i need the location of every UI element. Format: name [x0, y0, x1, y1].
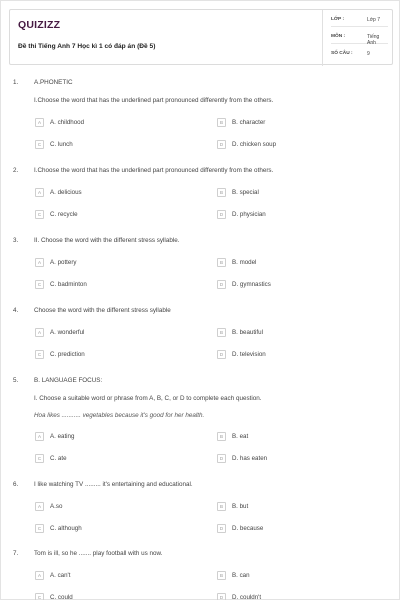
option-letter: D	[217, 140, 226, 149]
option-text: C. recycle	[50, 211, 78, 218]
option-text: B. beautiful	[232, 329, 263, 336]
option-text: B. special	[232, 189, 259, 196]
question-line: I.Choose the word that has the underlined part pronounced differently from the others.	[34, 167, 274, 174]
question-number: 1.	[13, 79, 19, 86]
option-letter: A	[35, 118, 44, 127]
option-letter: C	[35, 350, 44, 359]
option-text: D. gymnastics	[232, 281, 271, 288]
option-text: A. eating	[50, 433, 75, 440]
meta-label: LỚP :	[331, 17, 345, 22]
worksheet-header	[9, 9, 393, 65]
option-letter: B	[217, 571, 226, 580]
option-text: D. physician	[232, 211, 266, 218]
option-text: D. chicken soup	[232, 141, 277, 148]
option-letter: A	[35, 571, 44, 580]
question-line: I like watching TV ......... it's entertaining and educational.	[34, 481, 193, 488]
option-letter: A	[35, 258, 44, 267]
worksheet-title: Đề thi Tiếng Anh 7 Học kì 1 có đáp án (Đề 5)	[18, 43, 156, 50]
option-text: A. pottery	[50, 259, 77, 266]
option-text: A. childhood	[50, 119, 85, 126]
quizizz-logo: QUIZIZZ	[18, 19, 61, 31]
option-letter: D	[217, 350, 226, 359]
option-letter: D	[217, 210, 226, 219]
option-text: A. wonderful	[50, 329, 85, 336]
meta-value: Tiếng Anh	[367, 34, 380, 46]
question-number: 7.	[13, 550, 19, 557]
option-text: C. prediction	[50, 351, 85, 358]
option-letter: C	[35, 140, 44, 149]
question-line: B. LANGUAGE FOCUS:	[34, 377, 103, 384]
option-text: A. can't	[50, 572, 71, 579]
meta-panel	[322, 10, 394, 66]
option-letter: C	[35, 454, 44, 463]
option-letter: C	[35, 593, 44, 600]
option-text: B. but	[232, 503, 249, 510]
option-text: C. could	[50, 594, 73, 600]
question-line: I. Choose a suitable word or phrase from A, B, C, or D to complete each question.	[34, 395, 262, 402]
option-text: D. because	[232, 525, 264, 532]
option-text: D. has eaten	[232, 455, 268, 462]
option-letter: D	[217, 280, 226, 289]
option-text: B. character	[232, 119, 266, 126]
option-letter: C	[35, 280, 44, 289]
question-line: II. Choose the word with the different stress syllable.	[34, 237, 180, 244]
question-line: Choose the word with the different stress syllable	[34, 307, 171, 314]
meta-label: SỐ CÂU :	[331, 51, 353, 56]
meta-value: Lớp 7	[367, 17, 381, 23]
meta-label: MÔN :	[331, 34, 346, 39]
question-line: Tom is ill, so he ....... play football with us now.	[34, 550, 163, 557]
option-text: A. delicious	[50, 189, 82, 196]
option-text: B. can	[232, 572, 250, 579]
option-text: B. model	[232, 259, 257, 266]
question-number: 6.	[13, 481, 19, 488]
option-letter: A	[35, 432, 44, 441]
option-letter: B	[217, 188, 226, 197]
option-text: C. badminton	[50, 281, 87, 288]
option-text: C. lunch	[50, 141, 73, 148]
option-letter: A	[35, 502, 44, 511]
option-letter: D	[217, 593, 226, 600]
option-text: D. television	[232, 351, 266, 358]
meta-row-question-count	[331, 47, 388, 61]
option-letter: B	[217, 432, 226, 441]
option-letter: B	[217, 502, 226, 511]
option-letter: A	[35, 188, 44, 197]
option-text: B. eat	[232, 433, 249, 440]
question-number: 5.	[13, 377, 19, 384]
meta-row-subject	[331, 30, 388, 44]
option-text: C. although	[50, 525, 82, 532]
question-line: A.PHONETIC	[34, 79, 73, 86]
meta-value: 9	[367, 51, 370, 57]
question-number: 2.	[13, 167, 19, 174]
option-letter: B	[217, 258, 226, 267]
option-text: C. ate	[50, 455, 67, 462]
option-text: D. couldn't	[232, 594, 262, 600]
meta-row-grade	[331, 13, 388, 27]
question-number: 4.	[13, 307, 19, 314]
option-letter: A	[35, 328, 44, 337]
question-number: 3.	[13, 237, 19, 244]
option-letter: D	[217, 454, 226, 463]
question-sentence: Hoa likes ........... vegetables because it's good for her health.	[34, 412, 205, 419]
option-letter: B	[217, 328, 226, 337]
option-text: A.so	[50, 503, 63, 510]
option-letter: D	[217, 524, 226, 533]
option-letter: B	[217, 118, 226, 127]
option-letter: C	[35, 524, 44, 533]
question-line: I.Choose the word that has the underlined part pronounced differently from the others.	[34, 97, 274, 104]
option-letter: C	[35, 210, 44, 219]
